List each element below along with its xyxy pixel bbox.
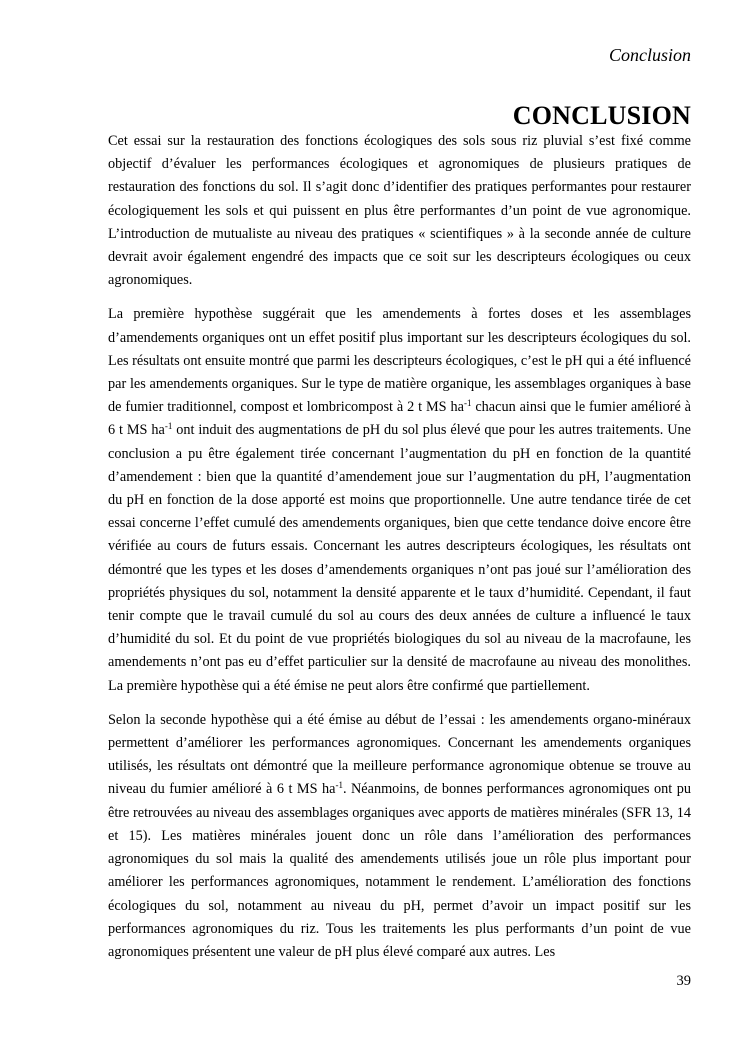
body-text [108,130,691,975]
paragraph-text-run: La première hypothèse suggérait que les amendements à fortes doses et les assemblages d’amendements organiques ont un effet positif plus important sur les descripteurs écologiques du sol. Les résultats ont ensuite montré que parmi les descripteurs écologiques, c’est le pH qui a été influencé par les amendements organiques. Sur le type de matière organique, les assemblages organiques à base de fumier traditionnel, compost et lombricompost à 2 t MS ha [108,306,691,416]
paragraph-text-run: ont induit des augmentations de pH du sol plus élevé que pour les autres traitements. Une conclusion a pu être également tirée concernant l’augmentation du pH en fonction de la quantité d’amendement : bien que la quantité d’amendement joue sur l’augmentation du pH, l’augmentation du pH en fonction de la dose apporté est moins que proportionnelle. Une autre tendance tirée de cet essai concerne l’effet cumulé des amendements organiques, bien que cette tendance doive encore être vérifiée au cours de futurs essais. Concernant les autres descripteurs écologiques, les résultats ont démontré que les types et les doses d’amendements organiques n’ont pas joué sur l’amélioration des propriétés physiques du sol, notamment la densité apparente et le taux d’humidité. Cependant, il faut tenir compte que le travail cumulé du sol au cours des deux années de culture a influencé le taux d’humidité du sol. Et du point de vue propriétés biologiques du sol au niveau de la macrofaune, les amendements n’ont pas eu d’effet particulier sur la densité de macrofaune au niveau des monolithes. La première hypothèse qui a été émise ne peut alors être confirmé que partiellement. [108,422,691,694]
page-number: 39 [676,973,691,989]
running-header: Conclusion [608,45,691,65]
page-title: CONCLUSION [512,101,691,130]
superscript-exponent: -1 [335,780,343,791]
superscript-exponent: -1 [463,398,472,409]
paragraph-text-run: Selon la seconde hypothèse qui a été émise au début de l’essai : les amendements organo-minéraux permettent d’améliorer les performances agronomiques. Concernant les amendements organiques utilisés, les résultats ont démontré que la meilleure performance agronomique obtenue se trouve au niveau du fumier amélioré à 6 t MS ha [108,711,691,798]
paragraph-text-run: . Néanmoins, de bonnes performances agronomiques ont pu être retrouvées au niveau des assemblages organiques avec apports de matières minérales (SFR 13, 14 et 15). Les matières minérales jouent donc un rôle dans l’amélioration des performances agronomiques du sol mais la qualité des amendements utilisés joue un rôle plus important pour améliorer les performances agronomiques, notamment le rendement. L’amélioration des fonctions écologiques du sol, notamment au niveau du pH, permet d’avoir un impact positif sur les performances agronomiques du riz. Tous les traitements les plus performants d’un point de vue agronomiques présentent une valeur de pH plus élevé comparé aux autres. Les [108,781,691,960]
paragraph-text-run: Cet essai sur la restauration des fonctions écologiques des sols sous riz pluvial s’est fixé comme objectif d’évaluer les performances écologiques et agronomiques de plusieurs pratiques de restauration des fonctions du sol. Il s’agit donc d’identifier des pratiques performantes pour restaurer écologiquement les sols et qui puissent en plus être performantes d’un point de vue agronomique. L’introduction de mutualiste au niveau des pratiques « scientifiques » à la seconde année de culture devrait avoir également engendré des impacts que ce soit sur les descripteurs écologiques ou ceux agronomiques. [108,133,691,289]
paragraph-first-hypothesis [108,303,691,697]
paragraph-intro [108,130,691,292]
paragraph-text-run: chacun ainsi que le fumier amélioré à 6 t MS ha [108,399,691,439]
paragraph-second-hypothesis [108,709,691,964]
superscript-exponent: -1 [164,421,173,432]
